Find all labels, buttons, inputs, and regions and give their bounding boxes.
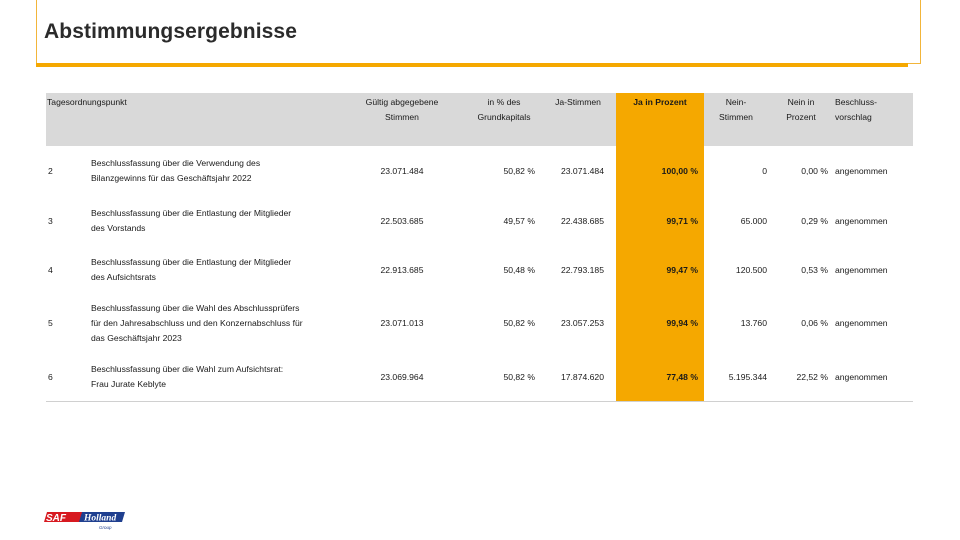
header-no-percent	[772, 95, 830, 125]
header-no-line1: Nein-	[725, 97, 747, 107]
header-no-votes	[706, 95, 766, 125]
row-description-line: des Aufsichtsrats	[91, 272, 156, 282]
header-pct-line1: in % des	[487, 97, 521, 107]
row-result: angenommen	[835, 265, 888, 275]
yes-percent-column-highlight	[616, 93, 704, 402]
row-description-line: Beschlussfassung über die Entlastung der Mitglieder	[91, 208, 292, 218]
row-valid-votes: 22.913.685	[380, 265, 424, 275]
row-yes-votes: 17.874.620	[560, 372, 604, 382]
header-proposal-line2: vorschlag	[835, 112, 872, 122]
header-pct-line2: Grundkapitals	[477, 112, 531, 122]
row-no-votes: 13.760	[740, 318, 767, 328]
row-valid-votes: 23.071.484	[380, 166, 424, 176]
row-valid-votes: 22.503.685	[380, 216, 424, 226]
row-yes-votes: 23.071.484	[560, 166, 604, 176]
row-yes-votes: 23.057.253	[560, 318, 604, 328]
header-no-pct-line2: Prozent	[786, 112, 816, 122]
row-description-line: Beschlussfassung über die Verwendung des	[91, 158, 261, 168]
row-description-line: für den Jahresabschluss und den Konzernabschluss für	[91, 318, 303, 328]
row-description	[91, 362, 283, 392]
row-no-percent: 0,00 %	[801, 166, 828, 176]
row-no-percent: 0,29 %	[801, 216, 828, 226]
company-logo	[41, 508, 127, 532]
svg-text:Holland: Holland	[84, 513, 117, 524]
row-description-line: Beschlussfassung über die Wahl zum Aufsichtsrat:	[91, 364, 284, 374]
row-no-percent: 0,53 %	[801, 265, 828, 275]
row-yes-percent: 100,00 %	[661, 166, 698, 176]
header-percent-capital	[464, 95, 544, 125]
row-no-votes: 5.195.344	[728, 372, 767, 382]
row-description-line: Beschlussfassung über die Entlastung der Mitglieder	[91, 257, 292, 267]
row-number: 6	[48, 372, 53, 382]
svg-text:SAF: SAF	[46, 513, 66, 524]
header-proposal	[835, 95, 877, 125]
row-description	[91, 156, 260, 186]
row-no-percent: 22,52 %	[796, 372, 828, 382]
header-valid-line1: Gültig abgegebene	[365, 97, 439, 107]
row-result: angenommen	[835, 318, 888, 328]
row-percent-capital: 49,57 %	[503, 216, 535, 226]
row-percent-capital: 50,82 %	[503, 318, 535, 328]
row-description	[91, 206, 291, 236]
row-no-votes: 65.000	[740, 216, 767, 226]
row-yes-votes: 22.793.185	[560, 265, 604, 275]
saf-holland-logo-icon	[41, 508, 127, 532]
row-number: 3	[48, 216, 53, 226]
row-valid-votes: 23.069.964	[380, 372, 424, 382]
row-description-line: das Geschäftsjahr 2023	[91, 333, 182, 343]
row-number: 2	[48, 166, 53, 176]
row-percent-capital: 50,82 %	[503, 166, 535, 176]
row-yes-percent: 77,48 %	[666, 372, 698, 382]
table-bottom-rule	[46, 401, 913, 402]
row-valid-votes: 23.071.013	[380, 318, 424, 328]
header-no-line2: Stimmen	[719, 112, 753, 122]
row-number: 5	[48, 318, 53, 328]
row-yes-percent: 99,71 %	[666, 216, 698, 226]
row-result: angenommen	[835, 372, 888, 382]
row-description	[91, 301, 303, 346]
row-description-line: Beschlussfassung über die Wahl des Abschlussprüfers	[91, 303, 300, 313]
header-yes-votes: Ja-Stimmen	[555, 97, 601, 107]
header-yes-percent: Ja in Prozent	[633, 97, 687, 107]
header-agenda: Tagesordnungspunkt	[47, 97, 127, 107]
row-yes-percent: 99,47 %	[666, 265, 698, 275]
row-number: 4	[48, 265, 53, 275]
row-no-percent: 0,06 %	[801, 318, 828, 328]
header-proposal-line1: Beschluss-	[835, 97, 878, 107]
header-no-pct-line1: Nein in	[787, 97, 815, 107]
row-description-line: Bilanzgewinns für das Geschäftsjahr 2022	[91, 173, 252, 183]
row-yes-votes: 22.438.685	[560, 216, 604, 226]
svg-text:Group: Group	[99, 525, 112, 530]
header-valid-line2: Stimmen	[385, 112, 419, 122]
header-valid-votes	[354, 95, 450, 125]
row-description-line: des Vorstands	[91, 223, 146, 233]
row-result: angenommen	[835, 166, 888, 176]
row-no-votes: 0	[762, 166, 767, 176]
row-yes-percent: 99,94 %	[666, 318, 698, 328]
title-underline	[36, 63, 908, 67]
page-title: Abstimmungsergebnisse	[44, 20, 297, 43]
row-percent-capital: 50,48 %	[503, 265, 535, 275]
row-no-votes: 120.500	[735, 265, 767, 275]
row-percent-capital: 50,82 %	[503, 372, 535, 382]
row-description	[91, 255, 291, 285]
row-result: angenommen	[835, 216, 888, 226]
row-description-line: Frau Jurate Keblyte	[91, 379, 166, 389]
